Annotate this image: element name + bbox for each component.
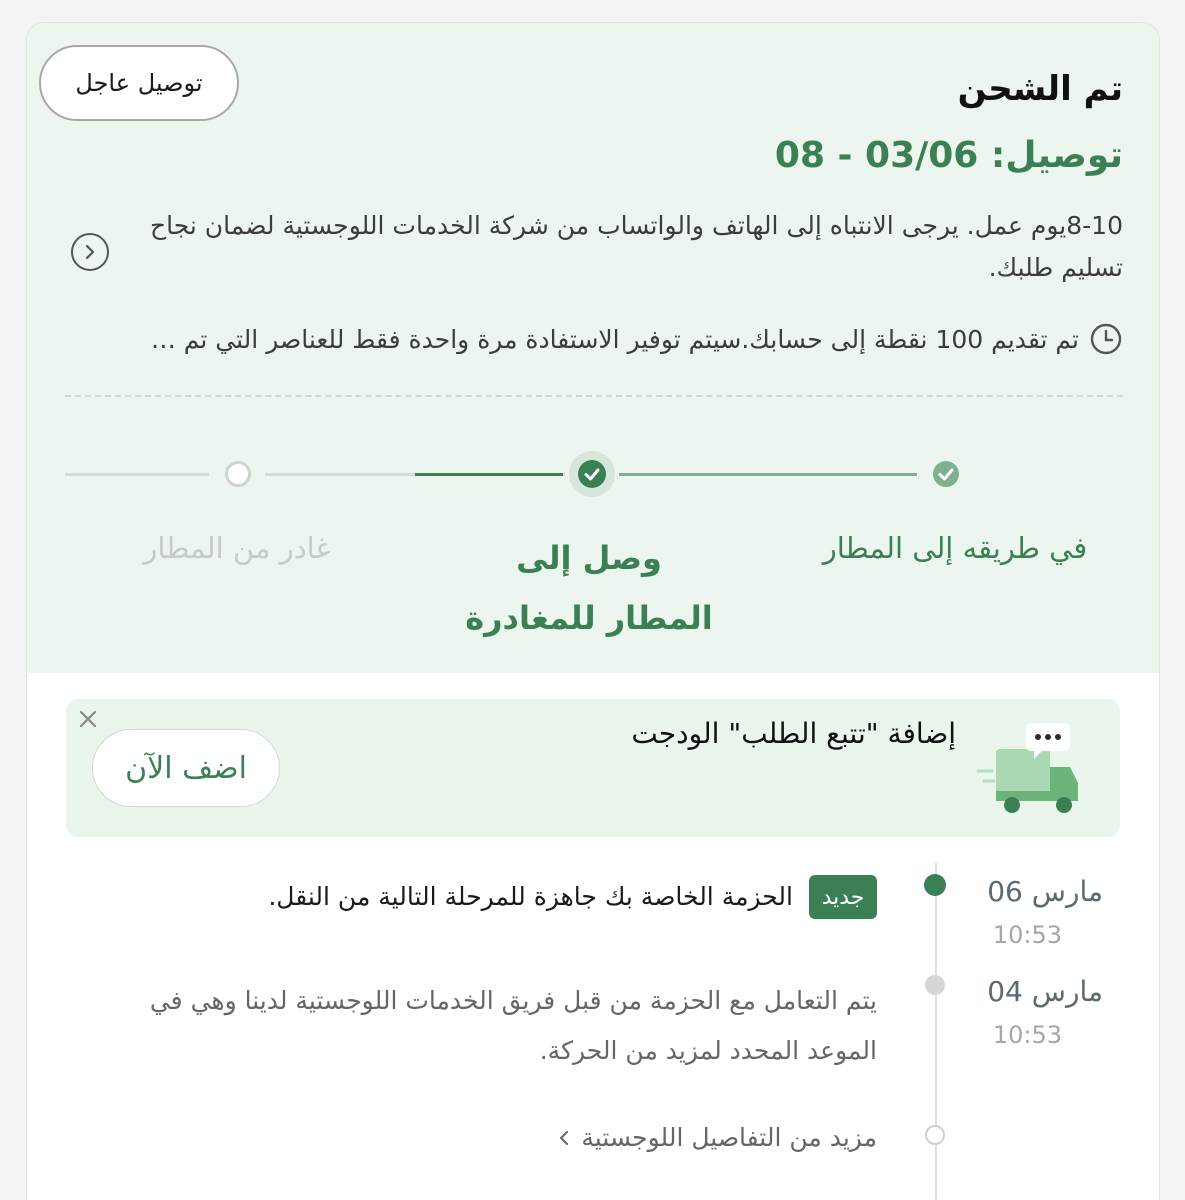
divider [65, 395, 1123, 397]
check-icon [932, 460, 960, 488]
close-icon[interactable] [78, 709, 98, 729]
shipping-status-panel [27, 23, 1160, 673]
points-text: تم تقديم 100 نقطة إلى حسابك.سيتم توفير الاستفادة مرة واحدة فقط للعناصر التي تم … [150, 324, 1079, 354]
timeline-line [935, 863, 937, 1200]
clock-icon [1089, 322, 1123, 356]
delivery-date: توصيل: 03/06 - 08 [774, 135, 1123, 176]
step-label-departed: غادر من المطار [143, 531, 331, 565]
order-tracking-card [26, 22, 1160, 1200]
timeline-dot [925, 975, 945, 995]
chevron-left-icon [557, 1129, 571, 1147]
step-node-departed [225, 461, 251, 487]
status-title: تم الشحن [957, 69, 1123, 109]
points-notice [83, 319, 1123, 359]
new-badge: جديد [809, 875, 877, 919]
step-node-in-transit [932, 460, 960, 488]
timeline-dot-active [924, 874, 946, 896]
chevron-right-icon [81, 243, 99, 261]
step-label-in-transit: في طريقه إلى المطار [822, 531, 1088, 565]
add-widget-button[interactable]: اضف الآن [92, 729, 280, 807]
progress-track-done [619, 473, 917, 476]
express-delivery-button[interactable]: توصيل عاجل [39, 45, 239, 121]
tracking-widget-banner [66, 699, 1120, 837]
step-label-arrived: وصل إلى المطار للمغادرة [465, 539, 713, 637]
progress-track-pending-left [65, 473, 209, 476]
details-chevron-button[interactable] [71, 233, 109, 271]
more-details-link[interactable] [277, 1123, 877, 1152]
progress-track-current [415, 473, 563, 476]
more-details-label: مزيد من التفاصيل اللوجستية [581, 1123, 877, 1152]
timeline-dot-end [925, 1125, 945, 1145]
widget-title: إضافة "تتبع الطلب" الودجت [631, 717, 956, 750]
delivery-description: 8-10يوم عمل. يرجى الانتباه إلى الهاتف والواتساب من شركة الخدمات اللوجستية لضمان نجاح تسليم طلبك. [150, 211, 1123, 282]
event-text: يتم التعامل مع الحزمة من قبل فريق الخدمات اللوجستية لدينا وهي في الموعد المحدد لمزيد من الحركة. [149, 986, 877, 1065]
step-node-arrived [569, 451, 615, 497]
event-time: 10:53 [992, 1021, 1062, 1049]
event-date: مارس 06 [987, 875, 1103, 908]
event-date: مارس 04 [987, 975, 1103, 1008]
check-icon [577, 459, 607, 489]
event-text: الحزمة الخاصة بك جاهزة للمرحلة التالية من النقل. [268, 882, 793, 911]
delivery-truck-icon [974, 719, 1084, 819]
event-time: 10:53 [992, 921, 1062, 949]
